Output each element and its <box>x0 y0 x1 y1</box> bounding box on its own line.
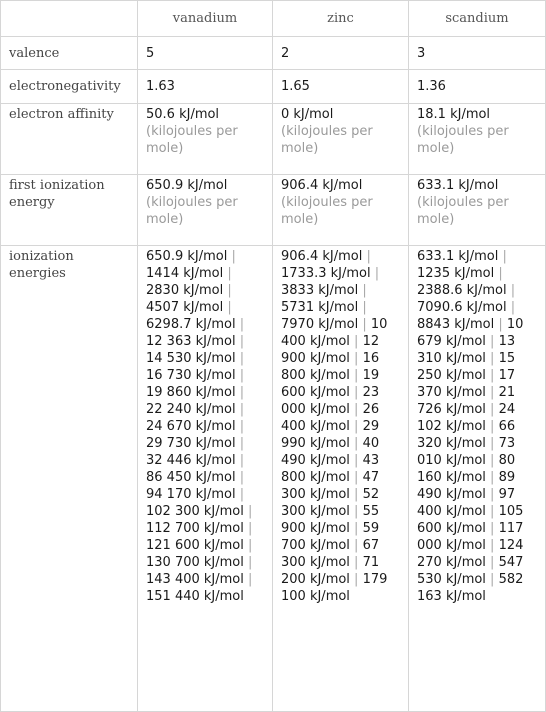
ionization-energy-value: 43 800 kJ/mol <box>281 453 380 485</box>
ionization-energy-value: 10 679 kJ/mol <box>417 317 524 349</box>
value-separator: | <box>243 572 253 587</box>
ionization-energy-value: 547 530 kJ/mol <box>417 555 524 587</box>
row-label-electronegativity: electronegativity <box>1 70 138 104</box>
cell-electron-affinity-vanadium <box>138 104 273 175</box>
ionization-energy-value: 121 600 kJ/mol <box>146 538 244 553</box>
ionization-energy-value: 16 800 kJ/mol <box>281 351 380 383</box>
value-separator: | <box>485 351 499 366</box>
cell-ionization-energies-vanadium <box>138 246 273 712</box>
value-separator: | <box>235 436 245 451</box>
row-ionization-energies <box>1 246 546 712</box>
value-text: 650.9 kJ/mol <box>146 178 228 193</box>
ionization-energy-value: 89 490 kJ/mol <box>417 470 516 502</box>
ionization-energy-value: 17 370 kJ/mol <box>417 368 516 400</box>
row-electron-affinity <box>1 104 546 175</box>
value-separator: | <box>243 504 253 519</box>
unit-note: (kilojoules per mole) <box>281 124 373 156</box>
ionization-energy-value: 130 700 kJ/mol <box>146 555 244 570</box>
value-separator: | <box>485 521 499 536</box>
value-separator: | <box>235 351 245 366</box>
value-separator: | <box>485 572 499 587</box>
cell-electron-affinity-scandium <box>409 104 546 175</box>
column-header-vanadium: vanadium <box>138 1 273 37</box>
ionization-energy-value: 4507 kJ/mol <box>146 300 224 315</box>
value-text: 633.1 kJ/mol <box>417 178 499 193</box>
ionization-energy-value: 71 200 kJ/mol <box>281 555 380 587</box>
column-header-zinc: zinc <box>273 1 409 37</box>
ionization-energy-value: 6298.7 kJ/mol <box>146 317 236 332</box>
ionization-energy-value: 26 400 kJ/mol <box>281 402 380 434</box>
ionization-energy-value: 5731 kJ/mol <box>281 300 359 315</box>
cell-valence-vanadium: 5 <box>138 37 273 70</box>
ionization-energy-value: 7970 kJ/mol <box>281 317 359 332</box>
value-separator: | <box>349 368 363 383</box>
cell-electronegativity-scandium: 1.36 <box>409 70 546 104</box>
ionization-energy-value: 12 900 kJ/mol <box>281 334 380 366</box>
cell-valence-scandium: 3 <box>409 37 546 70</box>
ionization-energy-value: 24 670 kJ/mol <box>146 419 236 434</box>
ionization-energy-value: 15 250 kJ/mol <box>417 351 516 383</box>
ionization-energy-value: 2830 kJ/mol <box>146 283 224 298</box>
value-separator: | <box>358 300 367 315</box>
value-separator: | <box>485 436 499 451</box>
ionization-energy-value: 24 102 kJ/mol <box>417 402 516 434</box>
row-label-first-ionization-energy: first ionization energy <box>1 175 138 246</box>
row-label-ionization-energies: ionization energies <box>1 246 138 712</box>
cell-first-ionization-scandium <box>409 175 546 246</box>
value-separator: | <box>223 283 232 298</box>
ionization-energy-value: 13 310 kJ/mol <box>417 334 516 366</box>
header-corner-cell <box>1 1 138 37</box>
value-text: 50.6 kJ/mol <box>146 107 220 122</box>
value-separator: | <box>349 555 363 570</box>
ionization-energy-value: 7090.6 kJ/mol <box>417 300 507 315</box>
value-separator: | <box>349 402 363 417</box>
value-separator: | <box>235 453 245 468</box>
ionization-energy-value: 14 530 kJ/mol <box>146 351 236 366</box>
value-separator: | <box>349 453 363 468</box>
value-separator: | <box>235 317 245 332</box>
ionization-energy-value: 12 363 kJ/mol <box>146 334 236 349</box>
ionization-energy-value: 633.1 kJ/mol <box>417 249 499 264</box>
ionization-energy-value: 1235 kJ/mol <box>417 266 495 281</box>
cell-ionization-energies-scandium <box>409 246 546 712</box>
ionization-energy-value: 105 600 kJ/mol <box>417 504 524 536</box>
value-separator: | <box>358 283 367 298</box>
value-separator: | <box>485 555 499 570</box>
value-separator: | <box>485 368 499 383</box>
value-separator: | <box>349 436 363 451</box>
value-separator: | <box>485 385 499 400</box>
value-separator: | <box>243 555 253 570</box>
ionization-energy-value: 1733.3 kJ/mol <box>281 266 371 281</box>
value-separator: | <box>498 249 507 264</box>
unit-note: (kilojoules per mole) <box>417 124 509 156</box>
ionization-energy-value: 1414 kJ/mol <box>146 266 224 281</box>
column-header-scandium: scandium <box>409 1 546 37</box>
ionization-energy-value: 8843 kJ/mol <box>417 317 495 332</box>
value-text: 0 kJ/mol <box>281 107 334 122</box>
value-separator: | <box>349 504 363 519</box>
ionization-energy-value: 22 240 kJ/mol <box>146 402 236 417</box>
cell-ionization-energies-zinc <box>273 246 409 712</box>
cell-electron-affinity-zinc <box>273 104 409 175</box>
ionization-energy-value: 19 600 kJ/mol <box>281 368 380 400</box>
value-separator: | <box>223 266 232 281</box>
value-separator: | <box>494 317 507 332</box>
ionization-energy-value: 21 726 kJ/mol <box>417 385 516 417</box>
ionization-energy-value: 73 010 kJ/mol <box>417 436 516 468</box>
cell-electronegativity-vanadium: 1.63 <box>138 70 273 104</box>
value-separator: | <box>235 385 245 400</box>
row-label-electron-affinity: electron affinity <box>1 104 138 175</box>
value-separator: | <box>485 453 499 468</box>
value-separator: | <box>358 317 371 332</box>
ionization-energy-value: 3833 kJ/mol <box>281 283 359 298</box>
value-separator: | <box>235 419 245 434</box>
ionization-energy-value: 23 000 kJ/mol <box>281 385 380 417</box>
ionization-energy-value: 29 990 kJ/mol <box>281 419 380 451</box>
value-separator: | <box>243 538 253 553</box>
value-separator: | <box>485 487 499 502</box>
value-separator: | <box>349 487 363 502</box>
ionization-energy-value: 94 170 kJ/mol <box>146 487 236 502</box>
value-separator: | <box>506 300 516 315</box>
value-separator: | <box>506 283 516 298</box>
value-separator: | <box>349 538 363 553</box>
value-separator: | <box>485 334 499 349</box>
header-row <box>1 1 546 37</box>
ionization-energy-value: 582 163 kJ/mol <box>417 572 524 604</box>
value-separator: | <box>349 334 363 349</box>
cell-valence-zinc: 2 <box>273 37 409 70</box>
cell-electronegativity-zinc: 1.65 <box>273 70 409 104</box>
ionization-energy-value: 10 400 kJ/mol <box>281 317 388 349</box>
ionization-energy-value: 52 300 kJ/mol <box>281 487 380 519</box>
value-separator: | <box>349 470 363 485</box>
value-separator: | <box>235 470 245 485</box>
value-separator: | <box>485 470 499 485</box>
value-separator: | <box>362 249 371 264</box>
value-separator: | <box>243 521 253 536</box>
value-separator: | <box>485 538 499 553</box>
ionization-energy-value: 66 320 kJ/mol <box>417 419 516 451</box>
value-separator: | <box>485 504 499 519</box>
ionization-energy-value: 59 700 kJ/mol <box>281 521 380 553</box>
unit-note: (kilojoules per mole) <box>417 195 509 227</box>
ionization-energy-value: 19 860 kJ/mol <box>146 385 236 400</box>
ionization-energy-value: 151 440 kJ/mol <box>146 589 244 604</box>
value-separator: | <box>235 368 245 383</box>
ionization-energy-value: 906.4 kJ/mol <box>281 249 363 264</box>
ionization-energy-value: 16 730 kJ/mol <box>146 368 236 383</box>
ionization-energy-value: 2388.6 kJ/mol <box>417 283 507 298</box>
value-separator: | <box>349 521 363 536</box>
value-separator: | <box>235 487 245 502</box>
row-label-valence: valence <box>1 37 138 70</box>
ionization-energy-value: 32 446 kJ/mol <box>146 453 236 468</box>
ionization-energy-value: 29 730 kJ/mol <box>146 436 236 451</box>
ionization-energy-value: 117 000 kJ/mol <box>417 521 524 553</box>
ionization-energy-value: 86 450 kJ/mol <box>146 470 236 485</box>
value-separator: | <box>349 419 363 434</box>
value-separator: | <box>485 402 499 417</box>
ionization-energy-value: 112 700 kJ/mol <box>146 521 244 536</box>
unit-note: (kilojoules per mole) <box>146 195 238 227</box>
ionization-energy-value: 47 300 kJ/mol <box>281 470 380 502</box>
value-separator: | <box>349 572 363 587</box>
ionization-energy-value: 124 270 kJ/mol <box>417 538 524 570</box>
unit-note: (kilojoules per mole) <box>146 124 238 156</box>
value-separator: | <box>235 402 245 417</box>
cell-first-ionization-vanadium <box>138 175 273 246</box>
ionization-energy-value: 97 400 kJ/mol <box>417 487 516 519</box>
ionization-energy-value: 80 160 kJ/mol <box>417 453 516 485</box>
value-separator: | <box>227 249 236 264</box>
ionization-energy-value: 55 900 kJ/mol <box>281 504 380 536</box>
ionization-energy-value: 67 300 kJ/mol <box>281 538 380 570</box>
row-electronegativity <box>1 70 546 104</box>
value-separator: | <box>235 334 245 349</box>
ionization-energy-value: 143 400 kJ/mol <box>146 572 244 587</box>
value-separator: | <box>485 419 499 434</box>
value-separator: | <box>494 266 503 281</box>
ionization-energy-value: 102 300 kJ/mol <box>146 504 244 519</box>
ionization-energy-value: 650.9 kJ/mol <box>146 249 228 264</box>
row-valence <box>1 37 546 70</box>
value-separator: | <box>349 385 363 400</box>
ionization-energy-value: 179 100 kJ/mol <box>281 572 388 604</box>
ionization-energy-value: 40 490 kJ/mol <box>281 436 380 468</box>
cell-first-ionization-zinc <box>273 175 409 246</box>
value-separator: | <box>370 266 380 281</box>
unit-note: (kilojoules per mole) <box>281 195 373 227</box>
value-text: 906.4 kJ/mol <box>281 178 363 193</box>
value-separator: | <box>223 300 232 315</box>
value-separator: | <box>349 351 363 366</box>
value-text: 18.1 kJ/mol <box>417 107 491 122</box>
row-first-ionization-energy <box>1 175 546 246</box>
